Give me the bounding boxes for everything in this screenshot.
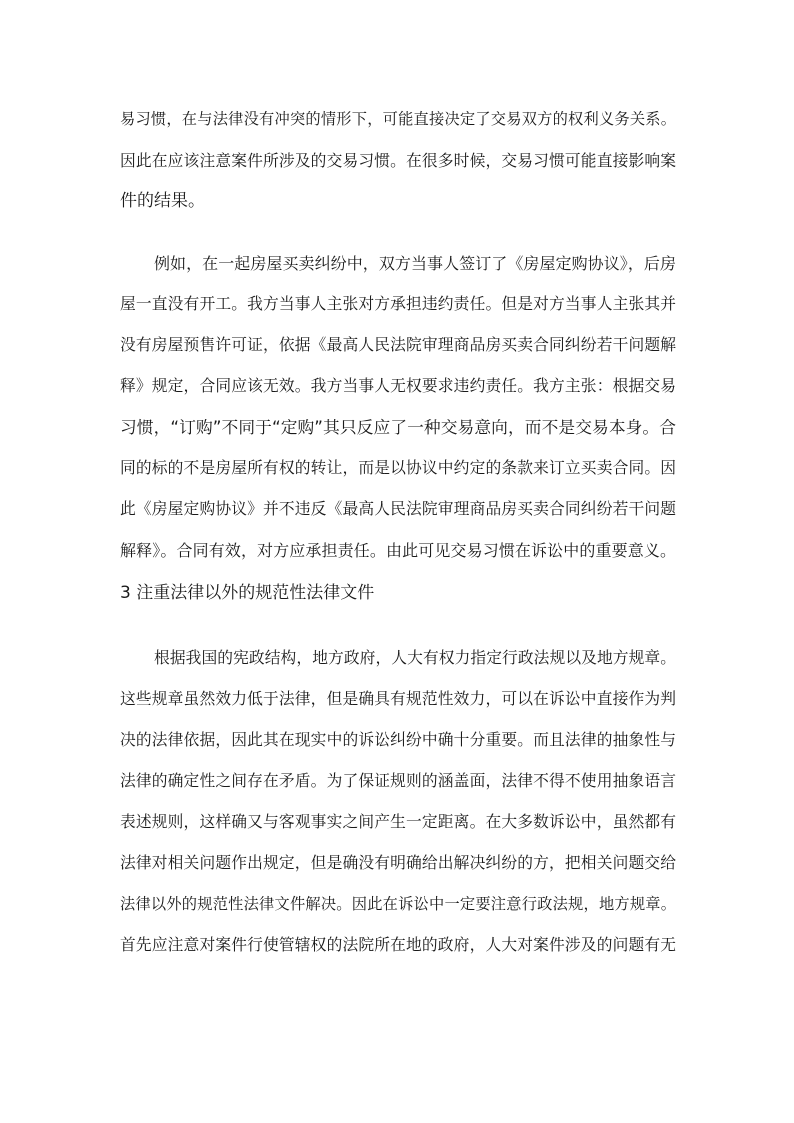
paragraph-2-line-7: 此《房屋定购协议》并不违反《最高人民法院审理商品房买卖合同纠纷若干问题: [120, 499, 676, 518]
paragraph-1-line-3: 件的结果。: [120, 191, 205, 211]
paragraph-3-line-8: 首先应注意对案件行使管辖权的法院所在地的政府，人大对案件涉及的问题有无: [120, 935, 676, 954]
paragraph-2-line-5: 习惯，“订购”不同于“定购”其只反应了一种交易意向，而不是交易本身。合: [120, 417, 676, 437]
paragraph-3-line-5: 表述规则，这样确又与客观事实之间产生一定距离。在大多数诉讼中，虽然都有: [120, 812, 676, 831]
paragraph-1-line-1: 易习惯，在与法律没有冲突的情形下，可能直接决定了交易双方的权利义务关系。: [120, 110, 676, 128]
paragraph-3-line-6: 法律对相关问题作出规定，但是确没有明确给出解决纠纷的方，把相关问题交给: [120, 853, 676, 872]
paragraph-2-line-2: 屋一直没有开工。我方当事人主张对方承担违约责任。但是对方当事人主张其并: [120, 294, 676, 313]
paragraph-3-line-7: 法律以外的规范性法律文件解决。因此在诉讼中一定要注意行政法规，地方规章。: [120, 895, 676, 913]
section-heading: 3 注重法律以外的规范性法律文件: [120, 583, 375, 603]
paragraph-2-line-3: 没有房屋预售许可证，依据《最高人民法院审理商品房买卖合同纠纷若干问题解: [120, 335, 676, 354]
paragraph-3-line-4: 法律的确定性之间存在矛盾。为了保证规则的涵盖面，法律不得不使用抽象语言: [120, 771, 676, 790]
paragraph-3-line-1: 根据我国的宪政结构，地方政府，人大有权力指定行政法规以及地方规章。: [154, 648, 676, 667]
paragraph-2-line-4: 释》规定，合同应该无效。我方当事人无权要求违约责任。我方主张：根据交易: [120, 376, 676, 395]
paragraph-3-line-3: 决的法律依据，因此其在现实中的诉讼纠纷中确十分重要。而且法律的抽象性与: [120, 730, 676, 749]
paragraph-2-line-6: 同的标的不是房屋所有权的转让，而是以协议中约定的条款来订立买卖合同。因: [120, 458, 676, 477]
paragraph-3-line-2: 这些规章虽然效力低于法律，但是确具有规范性效力，可以在诉讼中直接作为判: [120, 689, 676, 708]
paragraph-2-line-8: 解释》。合同有效，对方应承担责任。由此可见交易习惯在诉讼中的重要意义。: [120, 541, 676, 560]
paragraph-1-line-2: 因此在应该注意案件所涉及的交易习惯。在很多时候，交易习惯可能直接影响案: [120, 151, 676, 170]
paragraph-2-line-1: 例如，在一起房屋买卖纠纷中，双方当事人签订了《房屋定购协议》，后房: [154, 254, 676, 273]
